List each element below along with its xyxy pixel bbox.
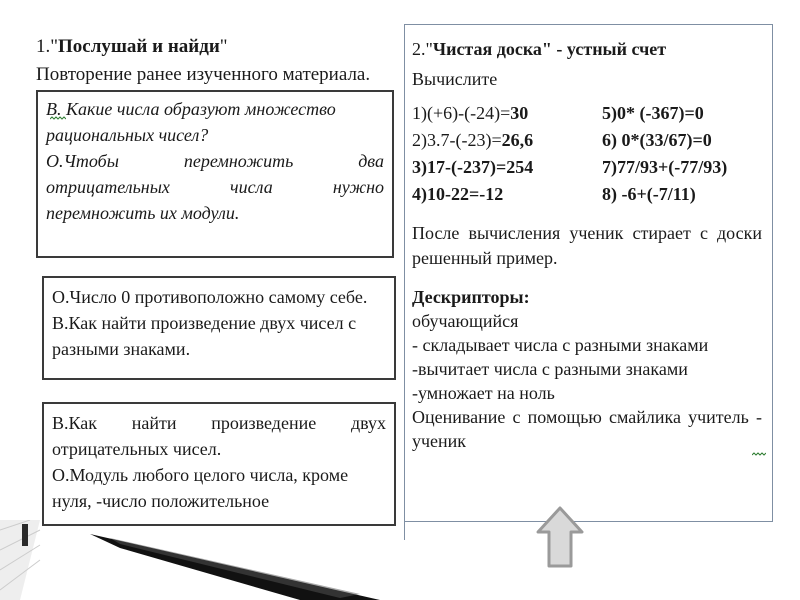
example-1-answer: 30	[510, 103, 529, 123]
example-2-answer: 26,6	[501, 130, 534, 150]
descriptor-line-2: - складывает числа с разными знаками	[412, 335, 709, 355]
example-1-expr: 1)(+6)-(-24)=	[412, 103, 511, 123]
box1-line-2: рациональных чисел?	[46, 125, 209, 145]
box2-line-2: В.Как найти произведение двух чисел с	[52, 313, 357, 333]
small-mark	[22, 524, 28, 546]
examples-left	[412, 100, 533, 208]
example-7: 7)77/93+(-77/93)	[602, 157, 728, 177]
example-8: 8) -6+(-7/11)	[602, 184, 696, 204]
right-column	[404, 24, 773, 522]
descriptor-line-4: -умножает на ноль	[412, 383, 555, 403]
descriptor-line-6: ученик	[412, 431, 467, 451]
box3-line-4: нуля, -число положительное	[52, 491, 270, 511]
descriptor-line-3: -вычитает числа с разными знаками	[412, 359, 688, 379]
box2-line-1: О.Число 0 противоположно самому себе.	[52, 287, 368, 307]
example-3-answer: 254	[506, 157, 534, 177]
box1-line-4: отрицательных числа нужно	[46, 177, 384, 197]
right-title-bold: Чистая доска" - устный счет	[432, 39, 667, 59]
calc-label: Вычислите	[412, 69, 498, 89]
spellcheck-squiggle-icon	[50, 116, 66, 120]
box2-line-3: разными знаками.	[52, 339, 191, 359]
descriptor-line-1: обучающийся	[412, 311, 519, 331]
example-1	[412, 100, 533, 127]
right-title-number: 2."	[412, 39, 433, 59]
box3-line-3: О.Модуль любого целого числа, кроме	[52, 465, 349, 485]
after-calculation-text	[412, 221, 762, 271]
spellcheck-squiggle-icon	[752, 452, 766, 456]
descriptors-title: Дескрипторы:	[412, 287, 530, 307]
after-line-1: После вычисления ученик стирает с доски	[412, 223, 762, 243]
box3-line-2: отрицательных чисел.	[52, 439, 222, 459]
example-5: 5)0* (-367)=0	[602, 103, 704, 123]
examples-right	[602, 100, 727, 208]
example-2	[412, 127, 533, 154]
example-3	[412, 154, 533, 181]
example-4	[412, 181, 533, 208]
box3-line-1: В.Как найти произведение двух	[52, 413, 386, 433]
up-arrow-icon[interactable]	[536, 506, 584, 568]
box1-line-5: перемножить их модули.	[46, 203, 240, 223]
left-column	[32, 24, 405, 540]
left-title-bold: Послушай и найди	[58, 36, 220, 57]
descriptors-block	[412, 285, 762, 453]
box1-line-1: В. Какие числа образуют множество	[46, 99, 336, 119]
question-box-1	[36, 90, 394, 258]
decorative-swoosh	[0, 520, 420, 600]
example-3-expr: 3)17-(-237)=	[412, 157, 507, 177]
left-title-number: 1."	[36, 36, 59, 57]
left-title	[36, 36, 228, 58]
left-subtitle: Повторение ранее изученного материала.	[36, 64, 371, 85]
question-box-2	[42, 276, 396, 380]
example-4-expr: 4)10-22=-12	[412, 184, 504, 204]
example-6: 6) 0*(33/67)=0	[602, 130, 712, 150]
descriptor-line-5: Оценивание с помощью смайлика учитель -	[412, 407, 762, 427]
box1-line-3: О.Чтобы перемножить два	[46, 151, 384, 171]
question-box-3	[42, 402, 396, 526]
after-line-2: решенный пример.	[412, 248, 558, 268]
right-title	[412, 37, 666, 61]
left-title-quote: "	[219, 36, 228, 57]
example-2-expr: 2)3.7-(-23)=	[412, 130, 502, 150]
